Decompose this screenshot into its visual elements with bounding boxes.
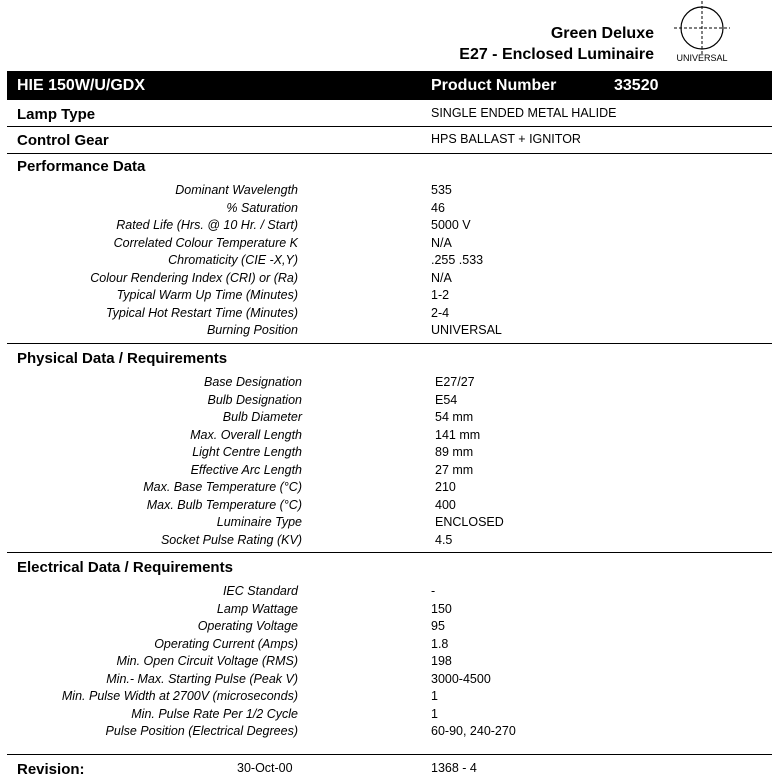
data-row-value: 60-90, 240-270 (431, 724, 516, 738)
data-row-label: Bulb Designation (207, 392, 302, 407)
data-row (0, 637, 772, 655)
data-row-label: Operating Current (Amps) (154, 636, 298, 651)
divider (7, 754, 772, 755)
data-row (0, 724, 772, 742)
revision-date: 30-Oct-00 (237, 761, 293, 775)
data-row-value: N/A (431, 270, 452, 285)
data-row (0, 271, 772, 289)
data-row-value: 95 (431, 619, 445, 633)
data-row-value: 4.5 (435, 532, 453, 547)
data-row (0, 533, 772, 551)
data-row (0, 445, 772, 463)
performance-data-list (0, 183, 772, 341)
data-row-label: Min. Open Circuit Voltage (RMS) (116, 654, 298, 668)
product-number-value: 33520 (614, 77, 659, 94)
data-row-label: Pulse Position (Electrical Degrees) (105, 724, 298, 738)
electrical-section-title: Electrical Data / Requirements (17, 559, 233, 576)
data-row-value: 535 (431, 183, 452, 197)
data-row-value: 54 mm (435, 410, 474, 424)
data-row-label: Typical Hot Restart Time (Minutes) (105, 305, 298, 320)
data-row-label: IEC Standard (222, 584, 298, 598)
data-row-label: Socket Pulse Rating (KV) (160, 532, 302, 547)
data-row (0, 306, 772, 324)
header-title-line2: E27 - Enclosed Luminaire (459, 46, 654, 63)
data-row (0, 654, 772, 672)
data-row-label: Base Designation (204, 375, 302, 389)
data-row-value: 141 mm (435, 427, 481, 442)
data-row (0, 689, 772, 707)
orientation-caption: UNIVERSAL (676, 53, 728, 63)
lamp-type-value: SINGLE ENDED METAL HALIDE (431, 106, 617, 120)
data-row-label: Max. Overall Length (190, 427, 302, 442)
data-row-label: Operating Voltage (197, 619, 298, 633)
electrical-data-list (0, 584, 772, 742)
divider (7, 552, 772, 553)
header-title-line1: Green Deluxe (550, 25, 654, 42)
data-row (0, 480, 772, 498)
data-row (0, 515, 772, 533)
divider (7, 153, 772, 154)
data-row (0, 410, 772, 428)
data-row (0, 428, 772, 446)
physical-section-title: Physical Data / Requirements (17, 350, 228, 367)
data-row-value: 150 (431, 601, 452, 616)
data-row-value: 3000-4500 (431, 671, 491, 686)
data-row-value: ENCLOSED (435, 515, 504, 529)
data-row (0, 288, 772, 306)
data-row-value: UNIVERSAL (431, 323, 502, 337)
data-row (0, 619, 772, 637)
data-row-label: Correlated Colour Temperature K (113, 235, 298, 250)
data-row-value: 27 mm (435, 462, 474, 477)
data-row-value: 5000 V (431, 218, 471, 232)
data-row-value: 1 (431, 689, 438, 703)
data-row-label: Lamp Wattage (216, 601, 298, 616)
data-row (0, 218, 772, 236)
data-row (0, 253, 772, 271)
data-row-label: Max. Base Temperature (°C) (143, 480, 302, 494)
data-row-label: Chromaticity (CIE -X,Y) (168, 253, 298, 267)
data-row-value: N/A (431, 235, 452, 250)
control-gear-value: HPS BALLAST + IGNITOR (431, 132, 581, 146)
product-header-bar (7, 71, 772, 100)
data-row-label: Min.- Max. Starting Pulse (Peak V) (106, 671, 298, 686)
data-row-label: Min. Pulse Rate Per 1/2 Cycle (131, 706, 298, 721)
data-row (0, 498, 772, 516)
control-gear-label: Control Gear (17, 132, 109, 149)
data-row-value: 400 (435, 497, 456, 512)
data-row-label: % Saturation (226, 200, 298, 215)
data-row (0, 602, 772, 620)
data-row-value: E54 (435, 392, 458, 407)
product-number-label: Product Number (431, 77, 557, 94)
data-row (0, 236, 772, 254)
data-row-label: Effective Arc Length (190, 462, 302, 477)
performance-section-title: Performance Data (17, 158, 146, 175)
data-row-value: E27/27 (435, 375, 475, 389)
divider (7, 126, 772, 127)
data-row-value: 1 (431, 706, 438, 721)
data-row (0, 375, 772, 393)
data-row (0, 672, 772, 690)
data-row-value: 89 mm (435, 445, 474, 459)
data-row-label: Luminaire Type (216, 515, 302, 529)
data-row (0, 201, 772, 219)
divider (7, 343, 772, 344)
data-row-value: .255 .533 (431, 253, 484, 267)
revision-number: 1368 - 4 (431, 761, 477, 775)
data-row (0, 183, 772, 201)
data-row-label: Typical Warm Up Time (Minutes) (116, 288, 298, 302)
data-row-label: Bulb Diameter (222, 410, 302, 424)
physical-data-list (0, 375, 772, 550)
data-row (0, 393, 772, 411)
data-row (0, 584, 772, 602)
product-code: HIE 150W/U/GDX (17, 77, 146, 94)
data-row-value: - (431, 584, 436, 598)
data-row (0, 463, 772, 481)
data-row-value: 198 (431, 654, 452, 668)
data-row-value: 1.8 (431, 636, 449, 651)
data-row-label: Light Centre Length (192, 445, 302, 459)
data-row-label: Rated Life (Hrs. @ 10 Hr. / Start) (116, 218, 298, 232)
data-row-label: Min. Pulse Width at 2700V (microseconds) (61, 689, 298, 703)
lamp-type-label: Lamp Type (17, 106, 96, 123)
data-row-value: 210 (435, 480, 456, 494)
data-row-label: Burning Position (206, 323, 298, 337)
data-row-label: Colour Rendering Index (CRI) or (Ra) (90, 270, 298, 285)
revision-label: Revision: (17, 761, 85, 778)
data-row (0, 707, 772, 725)
data-row-label: Max. Bulb Temperature (°C) (146, 497, 302, 512)
data-row-value: 2-4 (431, 305, 450, 320)
data-row-value: 46 (431, 200, 445, 215)
data-row-value: 1-2 (431, 288, 450, 302)
data-row-label: Dominant Wavelength (175, 183, 298, 197)
data-row (0, 323, 772, 341)
